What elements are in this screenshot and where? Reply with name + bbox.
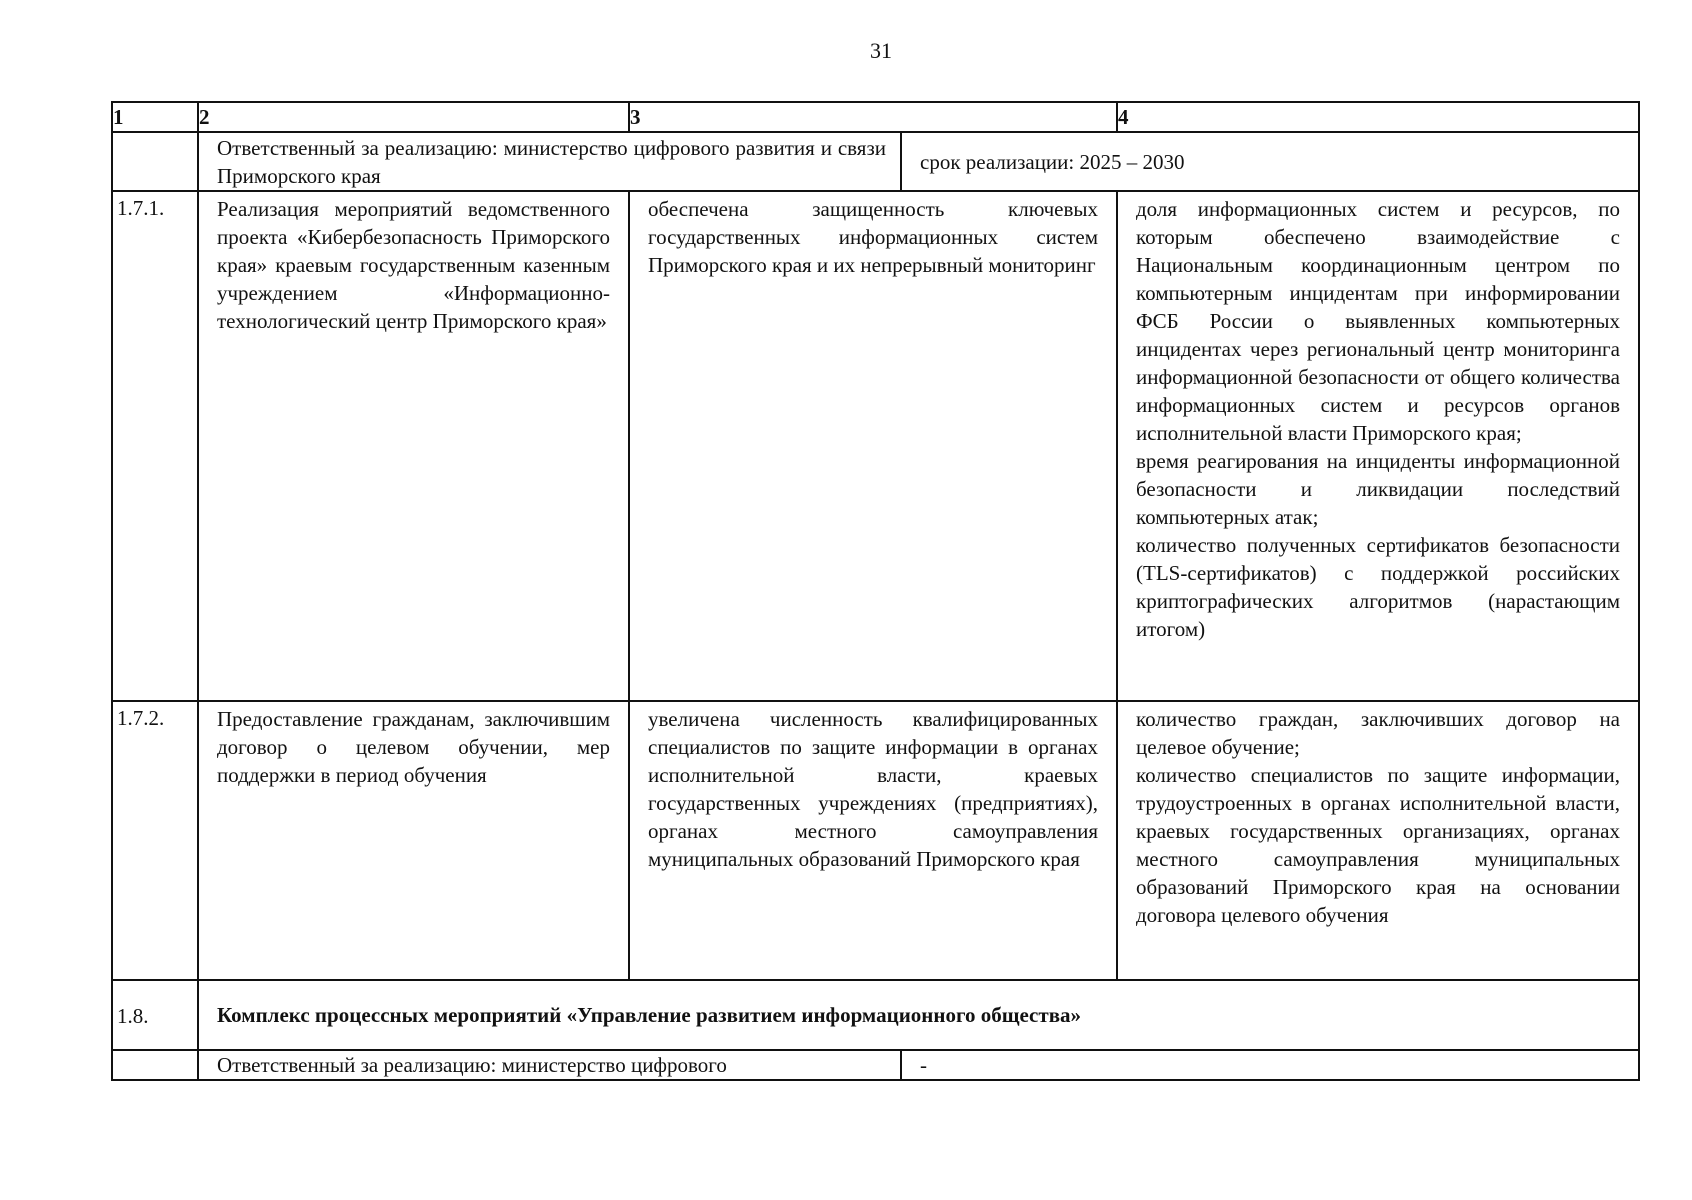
table-row bbox=[112, 701, 1639, 980]
responsible-text: Ответственный за реализацию: министерство цифрового развития и связи Приморского края bbox=[198, 132, 901, 191]
responsible-text: Ответственный за реализацию: министерство цифрового bbox=[198, 1050, 901, 1080]
complex-row bbox=[112, 980, 1639, 1050]
activity-result: обеспечена защищенность ключевых государственных информационных систем Приморского края и их непрерывный мониторинг bbox=[629, 191, 1117, 701]
row-number: 1.7.1. bbox=[112, 191, 198, 701]
implementation-period: - bbox=[901, 1050, 1639, 1080]
row-number: 1.7.2. bbox=[112, 701, 198, 980]
indicator-text: доля информационных систем и ресурсов, по которым обеспечено взаимодействие с Национальным координационным центром по компьютерным инцидентам при информировании ФСБ России о выявленных компьютерных инцидентах через региональный центр мониторинга информационной безопасности от общего количества информационных систем и ресурсов органов исполнительной власти Приморского края; bbox=[1136, 197, 1620, 445]
header-col-1: 1 bbox=[112, 102, 198, 132]
empty-cell bbox=[112, 1050, 198, 1080]
page-number: 31 bbox=[870, 38, 892, 63]
activity-description: Предоставление гражданам, заключившим договор о целевом обучении, мер поддержки в период обучения bbox=[198, 701, 629, 980]
header-col-4: 4 bbox=[1117, 102, 1639, 132]
activities-table bbox=[111, 101, 1640, 1081]
complex-title: Комплекс процессных мероприятий «Управление развитием информационного общества» bbox=[198, 980, 1639, 1050]
responsible-row bbox=[112, 1050, 1639, 1080]
empty-cell bbox=[112, 132, 198, 191]
indicator-text: время реагирования на инциденты информационной безопасности и ликвидации последствий компьютерных атак; bbox=[1136, 449, 1620, 529]
activity-result: увеличена численность квалифицированных специалистов по защите информации в органах исполнительной власти, краевых государственных учреждениях (предприятиях), органах местного самоуправления муниципальных образований Приморского края bbox=[629, 701, 1117, 980]
header-col-2: 2 bbox=[198, 102, 629, 132]
indicator-text: количество граждан, заключивших договор на целевое обучение; bbox=[1136, 707, 1620, 759]
responsible-row bbox=[112, 132, 1639, 191]
header-col-3: 3 bbox=[629, 102, 1117, 132]
indicator-text: количество специалистов по защите информации, трудоустроенных в органах исполнительной власти, краевых государственных организациях, органах местного самоуправления муниципальных образований Приморского края на основании договора целевого обучения bbox=[1136, 763, 1620, 927]
row-number: 1.8. bbox=[112, 980, 198, 1050]
activity-indicators bbox=[1117, 191, 1639, 701]
table-row bbox=[112, 191, 1639, 701]
activity-description: Реализация мероприятий ведомственного проекта «Кибербезопасность Приморского края» краевым государственным казенным учреждением «Информационно-технологический центр Приморского края» bbox=[198, 191, 629, 701]
table-header-row bbox=[112, 102, 1639, 132]
indicator-text: количество полученных сертификатов безопасности (TLS-сертификатов) с поддержкой российских криптографических алгоритмов (нарастающим итогом) bbox=[1136, 533, 1620, 641]
activity-indicators bbox=[1117, 701, 1639, 980]
implementation-period: срок реализации: 2025 – 2030 bbox=[901, 132, 1639, 191]
